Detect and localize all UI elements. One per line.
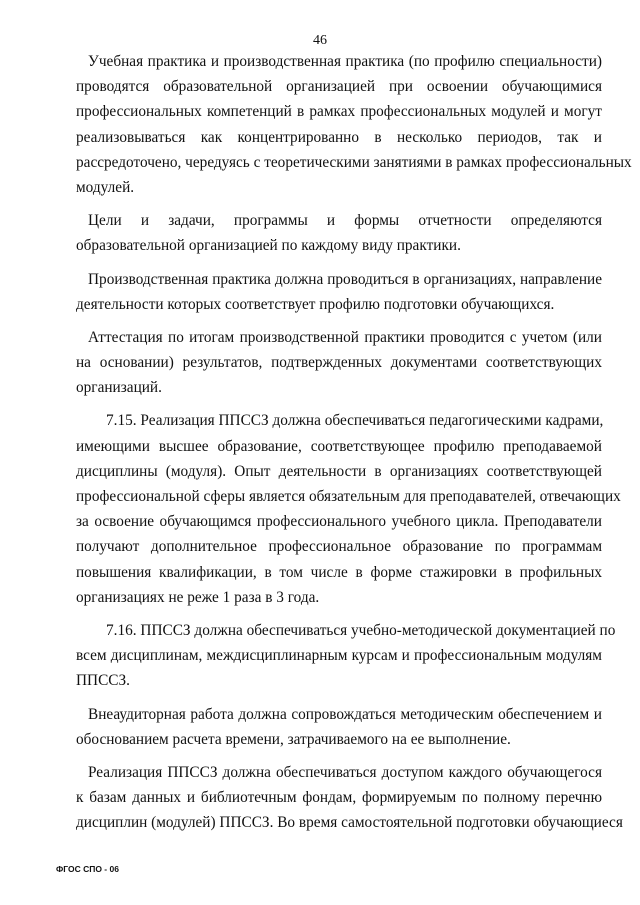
document-body xyxy=(76,49,632,843)
paragraph-line: за освоение обучающимся профессионального учебного цикла. Преподаватели xyxy=(76,513,602,531)
paragraph-line: модулей. xyxy=(76,178,135,196)
paragraph-line: 7.15. Реализация ППССЗ должна обеспечиваться педагогическими кадрами, xyxy=(106,412,604,430)
paragraph xyxy=(76,325,602,401)
paragraph-line: Цели и задачи, программы и формы отчетности определяются xyxy=(88,212,602,230)
paragraph-line: ППССЗ. xyxy=(76,672,130,690)
paragraph xyxy=(76,408,621,610)
paragraph-line: всем дисциплинам, междисциплинарным курсам и профессиональным модулям xyxy=(76,647,602,665)
paragraph-line: реализовываться как концентрированно в несколько периодов, так и xyxy=(76,128,602,146)
paragraph-line: Внеаудиторная работа должна сопровождаться методическим обеспечением и xyxy=(88,705,602,723)
paragraph-line: проводятся образовательной организацией при освоении обучающимися xyxy=(76,78,602,96)
paragraph-line: образовательной организацией по каждому виду практики. xyxy=(76,237,461,255)
paragraph-line: Учебная практика и производственная практика (по профилю специальности) xyxy=(88,53,602,70)
paragraph xyxy=(76,49,632,200)
paragraph-line: профессиональной сферы является обязательным для преподавателей, отвечающих xyxy=(76,488,621,505)
paragraph-line: имеющими высшее образование, соответствующее профилю преподаваемой xyxy=(76,437,602,455)
paragraph-line: Реализация ППССЗ должна обеспечиваться доступом каждого обучающегося xyxy=(88,763,602,781)
paragraph-line: получают дополнительное профессиональное образование по программам xyxy=(76,538,602,556)
paragraph-line: организациях не реже 1 раза в 3 года. xyxy=(76,588,320,606)
paragraph-line: 7.16. ППССЗ должна обеспечиваться учебно-методической документацией по xyxy=(106,621,616,639)
paragraph xyxy=(76,760,623,836)
paragraph xyxy=(76,702,602,752)
paragraph-line: к базам данных и библиотечным фондам, формируемым по полному перечню xyxy=(76,789,602,807)
paragraph-line: обоснованием расчета времени, затрачиваемого на ее выполнение. xyxy=(76,730,511,748)
paragraph-line: деятельности которых соответствует профилю подготовки обучающихся. xyxy=(76,295,555,313)
paragraph-line: дисциплины (модуля). Опыт деятельности в организациях соответствующей xyxy=(76,462,602,480)
paragraph xyxy=(76,208,602,258)
paragraph-line: организаций. xyxy=(76,379,162,397)
paragraph-line: профессиональных компетенций в рамках профессиональных модулей и могут xyxy=(76,103,602,121)
paragraph-line: дисциплин (модулей) ППССЗ. Во время самостоятельной подготовки обучающиеся xyxy=(76,814,623,832)
paragraph xyxy=(76,618,616,694)
paragraph-line: на основании) результатов, подтвержденных документами соответствующих xyxy=(76,354,602,372)
paragraph-line: Производственная практика должна проводиться в организациях, направление xyxy=(88,270,602,288)
paragraph-line: повышения квалификации, в том числе в форме стажировки в профильных xyxy=(76,563,602,581)
paragraph-line: Аттестация по итогам производственной практики проводится с учетом (или xyxy=(88,328,602,346)
paragraph-line: рассредоточено, чередуясь с теоретическими занятиями в рамках профессиональных xyxy=(76,153,632,171)
page-number: 46 xyxy=(313,33,327,48)
paragraph xyxy=(76,267,602,317)
footer-code: ФГОС СПО - 06 xyxy=(56,864,119,874)
